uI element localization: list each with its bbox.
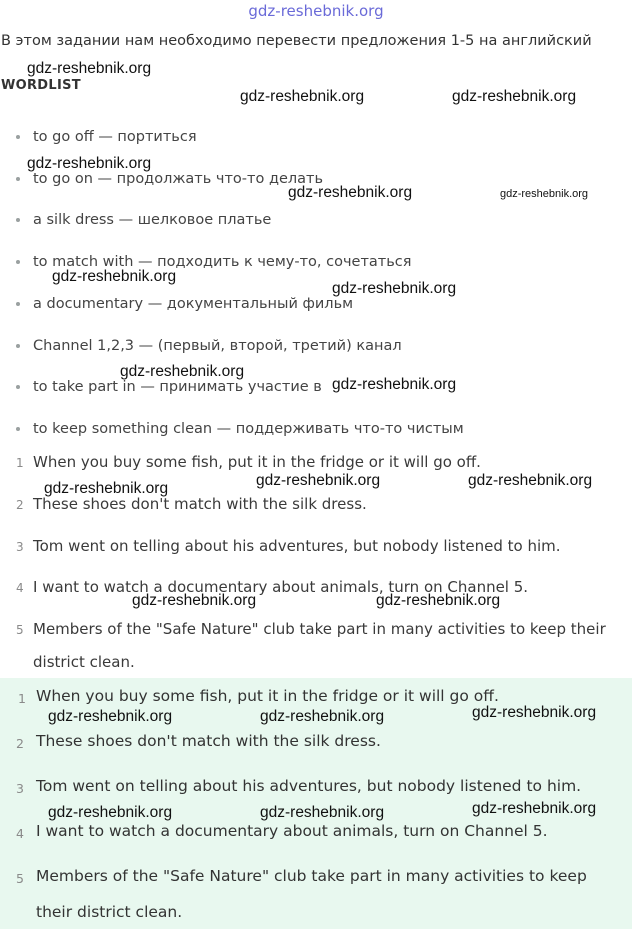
sentence-line: district clean. [33, 653, 135, 671]
bullet-icon [16, 427, 20, 431]
sentence-line: When you buy some fish, put it in the fridge or it will go off. [33, 453, 481, 471]
wordlist-item-text: a documentary — документальный фильм [33, 296, 354, 312]
sentence-line: Members of the "Safe Nature" club take part in many activities to keep their [33, 620, 606, 638]
answer-line: When you buy some fish, put it in the fridge or it will go off. [36, 687, 499, 705]
bullet-icon [16, 260, 20, 264]
watermark: gdz-reshebnik.org [27, 60, 152, 77]
watermark: gdz-reshebnik.org [468, 472, 593, 489]
watermark: gdz-reshebnik.org [260, 708, 385, 725]
sentence-number: 1 [16, 456, 24, 470]
watermark: gdz-reshebnik.org [120, 363, 245, 380]
watermark: gdz-reshebnik.org [332, 280, 457, 297]
bullet-icon [16, 385, 20, 389]
watermark: gdz-reshebnik.org [27, 155, 152, 172]
watermark: gdz-reshebnik.org [132, 592, 257, 609]
watermark: gdz-reshebnik.org [48, 804, 173, 821]
bullet-icon [16, 302, 20, 306]
watermark: gdz-reshebnik.org [376, 592, 501, 609]
wordlist-item-text: to match with — подходить к чему-то, сочетаться [33, 254, 412, 270]
answer-number: 5 [16, 871, 24, 886]
wordlist-item-text: to go on — продолжать что-то делать [33, 171, 324, 187]
sentence-number: 2 [16, 498, 24, 512]
answer-number: 3 [16, 781, 24, 796]
sentence-line: I want to watch a documentary about animals, turn on Channel 5. [33, 578, 529, 596]
sentence-number: 5 [16, 623, 24, 637]
wordlist-item-text: to go off — портиться [33, 129, 197, 145]
sentence-number: 4 [16, 581, 24, 595]
answer-number: 4 [16, 826, 24, 841]
watermark: gdz-reshebnik.org [472, 800, 597, 817]
watermark: gdz-reshebnik.org [44, 480, 169, 497]
wordlist-item-text: Channel 1,2,3 — (первый, второй, третий) канал [33, 338, 402, 354]
site-watermark-header: gdz-reshebnik.org [248, 2, 384, 20]
answer-line: Members of the "Safe Nature" club take part in many activities to keep [36, 867, 587, 885]
sentence-line: Tom went on telling about his adventures, but nobody listened to him. [33, 537, 561, 555]
watermark: gdz-reshebnik.org [472, 704, 597, 721]
sentence-line: These shoes don't match with the silk dress. [33, 495, 367, 513]
bullet-icon [16, 344, 20, 348]
wordlist-item-text: a silk dress — шелковое платье [33, 212, 272, 228]
wordlist-item-text: to take part in — принимать участие в [33, 379, 322, 395]
watermark: gdz-reshebnik.org [500, 188, 589, 200]
watermark: gdz-reshebnik.org [48, 708, 173, 725]
intro-text: В этом задании нам необходимо перевести предложения 1-5 на английский [1, 33, 592, 49]
watermark: gdz-reshebnik.org [332, 376, 457, 393]
watermark: gdz-reshebnik.org [240, 88, 365, 105]
wordlist-item-text: to keep something clean — поддерживать что-то чистым [33, 421, 464, 437]
bullet-icon [16, 177, 20, 181]
sentence-number: 3 [16, 540, 24, 554]
wordlist-title: WORDLIST [1, 78, 81, 93]
answer-line: their district clean. [36, 903, 183, 921]
watermark: gdz-reshebnik.org [288, 184, 413, 201]
answer-number: 2 [16, 736, 24, 751]
answer-line: Tom went on telling about his adventures, but nobody listened to him. [36, 777, 582, 795]
answer-line: I want to watch a documentary about animals, turn on Channel 5. [36, 822, 548, 840]
watermark: gdz-reshebnik.org [256, 472, 381, 489]
answer-line: These shoes don't match with the silk dress. [36, 732, 381, 750]
watermark: gdz-reshebnik.org [452, 88, 577, 105]
bullet-icon [16, 218, 20, 222]
watermark: gdz-reshebnik.org [52, 268, 177, 285]
bullet-icon [16, 135, 20, 139]
answer-number: 1 [18, 691, 26, 706]
watermark: gdz-reshebnik.org [260, 804, 385, 821]
